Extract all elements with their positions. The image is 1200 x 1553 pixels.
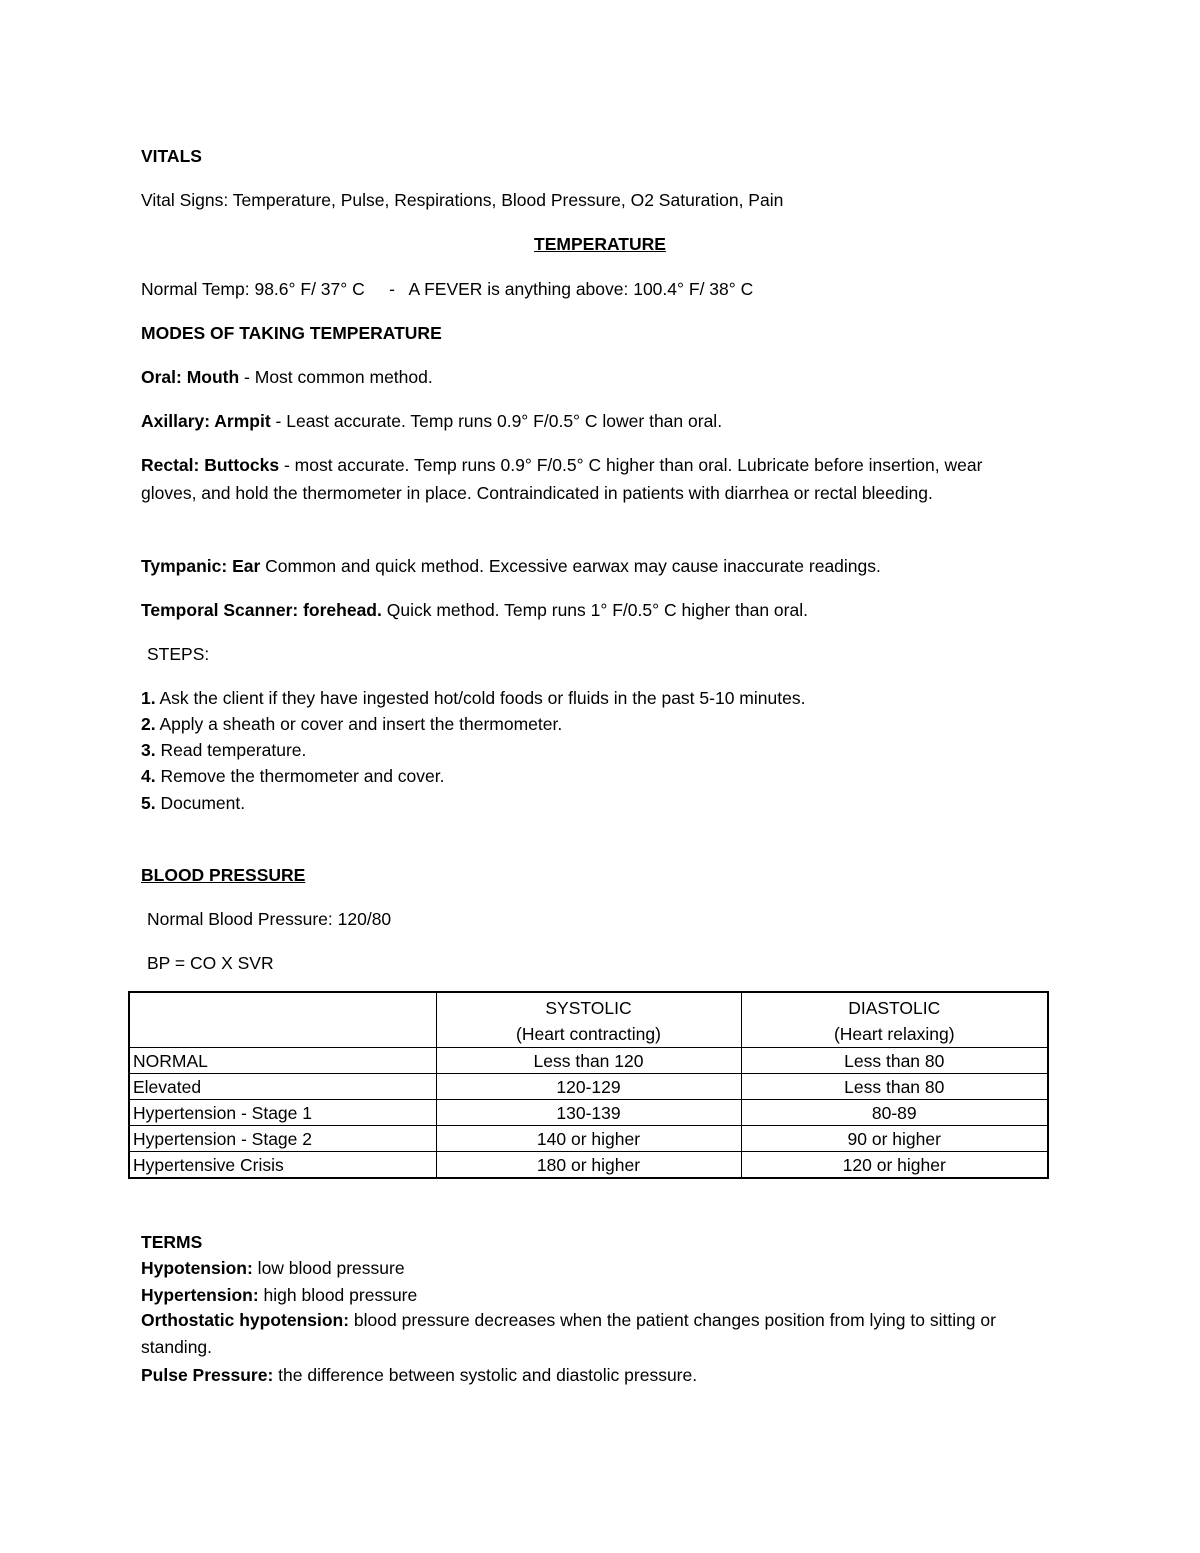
table-cell-systolic: Less than 120 xyxy=(436,1048,741,1074)
step-text: Read temperature. xyxy=(155,740,307,760)
term-item xyxy=(141,1255,405,1281)
mode-tympanic xyxy=(141,553,881,579)
mode-label: Rectal: Buttocks xyxy=(141,455,280,475)
terms-heading: TERMS xyxy=(141,1232,203,1252)
step-text: Document. xyxy=(155,793,246,813)
table-cell-diastolic: 90 or higher xyxy=(741,1126,1048,1152)
modes-heading: MODES OF TAKING TEMPERATURE xyxy=(141,323,442,343)
term-label: Hypertension: xyxy=(141,1285,259,1305)
table-row xyxy=(129,1100,1048,1126)
step-number: 5. xyxy=(141,793,156,813)
term-label: Hypotension: xyxy=(141,1258,253,1278)
table-cell-category: Elevated xyxy=(129,1074,436,1100)
header-sublabel: (Heart contracting) xyxy=(516,1024,661,1044)
step-item xyxy=(141,711,562,737)
mode-text: - most accurate. Temp runs 0.9° F/0.5° C higher than oral. Lubricate before insertion, wear gloves, and hold the thermometer in place. Contraindicated in patients with diarrhea or rectal bleeding. xyxy=(141,455,983,503)
steps-heading: STEPS: xyxy=(147,644,210,664)
step-item xyxy=(141,763,445,789)
term-label: Pulse Pressure: xyxy=(141,1365,274,1385)
vital-signs-line: Vital Signs: Temperature, Pulse, Respirations, Blood Pressure, O2 Saturation, Pain xyxy=(141,190,784,210)
term-text: blood pressure decreases when the patient changes position from lying to sitting or standing. xyxy=(141,1310,996,1357)
mode-label: Axillary: Armpit xyxy=(141,411,271,431)
mode-temporal xyxy=(141,597,808,623)
bp-formula: BP = CO X SVR xyxy=(147,953,274,973)
step-item xyxy=(141,737,306,763)
term-item xyxy=(141,1282,417,1308)
header-label: DIASTOLIC xyxy=(848,998,941,1018)
term-item xyxy=(141,1307,1041,1361)
table-header-row xyxy=(129,992,1048,1048)
table-row xyxy=(129,1126,1048,1152)
table-row xyxy=(129,1048,1048,1074)
table-cell-systolic: 140 or higher xyxy=(436,1126,741,1152)
term-item xyxy=(141,1362,697,1388)
step-number: 2. xyxy=(141,714,156,734)
table-cell-systolic: 120-129 xyxy=(436,1074,741,1100)
step-number: 1. xyxy=(141,688,156,708)
table-row xyxy=(129,1074,1048,1100)
table-header-cell-empty xyxy=(129,992,436,1048)
table-cell-category: Hypertension - Stage 1 xyxy=(129,1100,436,1126)
term-label: Orthostatic hypotension: xyxy=(141,1310,350,1330)
normal-bp-line: Normal Blood Pressure: 120/80 xyxy=(147,909,392,929)
mode-text: - Least accurate. Temp runs 0.9° F/0.5° C lower than oral. xyxy=(270,411,723,431)
header-sublabel: (Heart relaxing) xyxy=(833,1024,955,1044)
table-header-diastolic xyxy=(741,992,1048,1048)
mode-text: Quick method. Temp runs 1° F/0.5° C higher than oral. xyxy=(381,600,808,620)
document-title: VITALS xyxy=(141,146,202,166)
table-cell-category: Hypertension - Stage 2 xyxy=(129,1126,436,1152)
mode-text: - Most common method. xyxy=(239,367,433,387)
mode-axillary xyxy=(141,408,722,434)
step-number: 3. xyxy=(141,740,156,760)
table-cell-systolic: 130-139 xyxy=(436,1100,741,1126)
temperature-heading: TEMPERATURE xyxy=(534,234,666,254)
table-cell-diastolic: Less than 80 xyxy=(741,1074,1048,1100)
step-item xyxy=(141,790,245,816)
header-label: SYSTOLIC xyxy=(545,998,632,1018)
table-cell-diastolic: 120 or higher xyxy=(741,1152,1048,1179)
step-number: 4. xyxy=(141,766,156,786)
blood-pressure-heading: BLOOD PRESSURE xyxy=(141,865,306,885)
step-item xyxy=(141,685,805,711)
table-cell-category: Hypertensive Crisis xyxy=(129,1152,436,1179)
term-text: high blood pressure xyxy=(258,1285,418,1305)
table-cell-diastolic: 80-89 xyxy=(741,1100,1048,1126)
table-cell-category: NORMAL xyxy=(129,1048,436,1074)
table-header-systolic xyxy=(436,992,741,1048)
mode-label: Tympanic: Ear xyxy=(141,556,261,576)
term-text: low blood pressure xyxy=(252,1258,405,1278)
normal-temp-line: Normal Temp: 98.6° F/ 37° C - A FEVER is anything above: 100.4° F/ 38° C xyxy=(141,279,754,299)
mode-oral xyxy=(141,364,433,390)
mode-label: Temporal Scanner: forehead. xyxy=(141,600,382,620)
term-text: the difference between systolic and diastolic pressure. xyxy=(273,1365,698,1385)
bp-table xyxy=(128,991,1049,1179)
mode-rectal xyxy=(141,451,1041,507)
step-text: Apply a sheath or cover and insert the thermometer. xyxy=(155,714,563,734)
table-cell-systolic: 180 or higher xyxy=(436,1152,741,1179)
table-row xyxy=(129,1152,1048,1179)
mode-text: Common and quick method. Excessive earwax may cause inaccurate readings. xyxy=(260,556,881,576)
table-cell-diastolic: Less than 80 xyxy=(741,1048,1048,1074)
step-text: Remove the thermometer and cover. xyxy=(155,766,445,786)
mode-label: Oral: Mouth xyxy=(141,367,240,387)
step-text: Ask the client if they have ingested hot/cold foods or fluids in the past 5-10 minutes. xyxy=(155,688,806,708)
